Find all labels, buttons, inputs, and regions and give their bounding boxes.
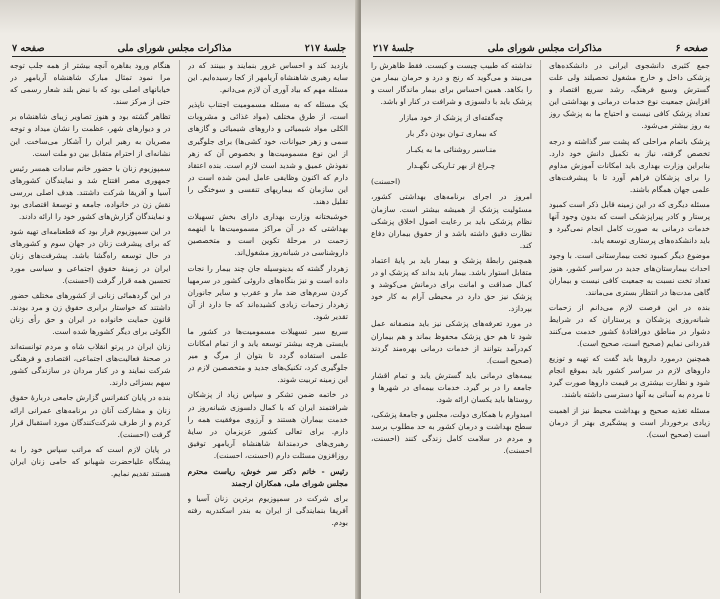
paragraph: سمپوزیوم زنان با حضور خانم سادات همسر رئیس جمهوری مصر افتتاح شد و نمایندگان کشورهای آسیا و آفریقا شرکت داشتند. هدف اصلی بررسی نقش زن در خانواده، جامعه و توسعهٔ اقتصادی بود و نمایندگان گزارش‌های کشور خود را ارائه دادند. [10,163,171,222]
right-page [361,0,720,599]
paragraph: بازدید کند و احساس غرور بنمایند و ببینند که در سایه رهبری شاهنشاه آریامهر از کجا رسیده‌ایم. این مسئله مهم که بیاد آوری آن لازم می‌دانم. [187,61,348,95]
left-page-columns [10,60,348,593]
right-page-session: جلسهٔ ۲۱۷ [373,43,415,54]
paragraph: موضوع دیگر کمبود تخت بیمارستانی است. با وجود احداث بیمارستان‌های جدید در سراسر کشور، هنوز تعداد تخت نسبت به جمعیت کافی نیست و بیماران گاهی مدت‌ها در انتظار بستری می‌مانند. [549,251,710,297]
paragraph: زنان ایران در پرتو انقلاب شاه و مردم توانسته‌اند در صحنهٔ فعالیت‌های اجتماعی، اقتصادی و فرهنگی شرکت نمایند و در کنار مردان در سازندگی کشور سهم بسزائی دارند. [10,342,171,388]
verse-line: که بیماری تـوان بودن دگر بار [406,129,497,139]
paragraph: زهردار گشته که بدینوسیله جان چند بیمار را نجات داده است و نیز بنگاه‌های داروئی کشور در سرمهیا کردن سرم‌های ضد مار و عقرب و سایر جانوران زهردار زحمات زیادی کشیده‌اند که جا دارد از آن تقدیر شود. [187,263,348,321]
column-divider [179,60,180,593]
verse-line: چه‌گفته‌ای از پزشک از خود میازار [399,113,504,123]
paragraph: یک مسئله که به مسئله مسمومیت اجتناب ناپذیر است، از طرق مختلف (مواد غذائی و مشروبات الکلی مواد شیمیائی و داروهای شیمیائی و گازهای سمی و زهر حیوانات، خود کشی‌ها) برای جلوگیری از این نوع مسمومیت‌ها و بخصوص آن که زهر نفوذش عمیق و شدید است لازم است. بنده اعتقاد دارم که اکنون وظایفی عامل ایمن شده است در این سازمان که بیماریهای تنفسی و سوختگی را تقلیل دهند. [187,100,348,207]
paragraph: امیدوارم با همکاری دولت، مجلس و جامعهٔ پزشکی، سطح بهداشت و درمان کشور به حد مطلوب برسد و مردم در سلامت کامل زندگی کنند (احسنت، احسنت). [371,410,532,456]
paragraph: مسئله دیگری که در این زمینه قابل ذکر است کمبود پرستار و کادر پیراپزشکی است که بدون وجود آنها خدمات درمانی به صورت کامل انجام نمی‌گیرد و باید دانشکده‌های پرستاری توسعه یابد. [549,200,710,246]
right-page-title: مذاکرات مجلس شورای ملی [487,43,602,54]
paragraph: پزشک باتمام مراحلی که پشت سر گذاشته و درجه تخصص گرفته، نیاز به تکمیل دانش خود دارد. بنابراین وزارت بهداری باید امکانات آموزش مداوم را برای پزشکان فراهم آورد تا با پیشرفت‌های علمی جهان همگام باشند. [549,136,710,194]
column-divider [540,60,541,593]
left-page-header [12,40,346,57]
paragraph: بنده در این فرصت لازم می‌دانم از زحمات شبانه‌روزی پزشکان و پرستاران که در شرایط دشوار در مناطق دورافتادهٔ کشور خدمت می‌کنند قدردانی نمایم (صحیح است، صحیح است). [549,302,710,349]
right-page-header [373,40,708,57]
paragraph: در این گردهمائی زنانی از کشورهای مختلف حضور داشتند که خواستار برابری حقوق زن و مرد بودند. قانون حمایت خانواده در ایران و حق رأی زنان الگوئی برای دیگر کشورها شده است. [10,290,171,336]
left-page-number: صفحه ۷ [12,43,45,54]
right-page-number: صفحه ۶ [675,43,708,54]
paragraph: در خاتمه ضمن تشکر و سپاس زیاد از پزشکان شرافتمند ایران که با کمال دلسوزی شبانه‌روز در خدمت بیماران هستند و آرزوی موفقیت همه را دارم. برای تعالی کشور عزیزمان در سایهٔ رهبری‌های خردمندانهٔ شاهنشاه آریامهر توفیق روزافزون مسئلت دارم (احسنت، احسنت). [187,390,348,460]
speaker-line: رئیس - خانم دکتر سر خوش، ریاست محترم مجلس شورای ملی، همکاران ارجمند [187,467,348,489]
paragraph: سریع سیر تسهیلات مسمومیت‌ها در کشور ما بایستی هرچه بیشتر توسعه یابد و از تمام امکانات علمی استفاده گردد تا بتوان از مرگ و میر جلوگیری کرد، تکنیک‌های جدید و متخصصین لازم در این زمینه تربیت شوند. [187,326,348,385]
right-page-right-column [549,60,710,593]
paragraph: تظاهر گشته بود و هنوز تصاویر زیبای شاهنشاه بر در و دیوارهای شهر، عظمت را نشان میداد و توجه مصریان به رهبر ایران را آشکار می‌ساخت. این نشانه‌ای از احترام متقابل بین دو ملت است. [10,112,171,158]
paragraph: همچنین رابطهٔ پزشک و بیمار باید بر پایهٔ اعتماد متقابل استوار باشد. بیمار باید بداند که پزشک او در کمال صداقت و امانت برای درمانش می‌کوشد و پزشک نیز حق دارد در محیطی آرام به کار خود بپردازد. [371,255,532,314]
paragraph: مسئله تغذیه صحیح و بهداشت محیط نیز از اهمیت زیادی برخوردار است و پیشگیری بهتر از درمان است (صحیح است). [549,405,710,439]
right-page-left-column [371,60,532,593]
verse-line: منـاسبر روشنائی ما به یکبـار [406,145,497,155]
scan-edge [361,0,720,34]
paragraph: هنگام ورود بقاهره آنچه بیشتر از همه جلب توجه مرا نمود تمثال مبارک شاهنشاه آریامهر در خیابانهای اصلی بود که با نبض بلند شعار رسمی که حتی از مرکز سند. [10,61,171,107]
paragraph: در این سمپوزیوم قرار بود که قطعنامه‌ای تهیه شود که برای پیشرفت زنان در جهان سوم و کشورهای در حال توسعه راه‌گشا باشد. پیشرفت‌های زنان ایران در زمینهٔ حقوق اجتماعی و سیاسی مورد تحسین همه قرار گرفت (احسنت). [10,227,171,285]
left-page-session: جلسهٔ ۲۱۷ [304,43,346,54]
paragraph: در مورد تعرفه‌های پزشکی نیز باید منصفانه عمل شود تا هم حق پزشک محفوظ بماند و هم بیماران کم‌درآمد بتوانند از خدمات درمانی بهره‌مند گردند (صحیح است). [371,319,532,365]
paragraph: خوشبختانه وزارت بهداری دارای بخش تسهیلات بهداشتی که در آن مراکز مسمومیت‌ها با اینهمه زحمت در مرحلهٔ تکوین است و متخصصین داروشناسی در شبانه‌روز مشغول‌اند. [187,212,348,258]
left-page-left-column [10,60,171,593]
left-page-right-column [188,60,349,593]
paragraph: بنده در پایان کنفرانس گزارش جامعی دربارهٔ حقوق زنان و مشارکت آنان در برنامه‌های عمرانی ارائه کردم و از طرف شرکت‌کنندگان مورد استقبال قرار گرفت (احسنت). [10,393,171,439]
left-page [0,0,359,599]
paragraph: نداشته که طبیب چیست و کیست. فقط ظاهرش را می‌بیند و می‌گوید که رنج و درد و حرمان بیمار من را بکاهد. همین احساس برای بیمار ماندگار است و پزشک باید با دلسوزی و شرافت در کنار او باشد. [371,61,532,107]
applause-note: (احسنت) [371,177,401,187]
paragraph: بیمه‌های درمانی باید گسترش یابد و تمام اقشار جامعه را در بر گیرد. خدمات بیمه‌ای در شهرها و روستاها باید یکسان ارائه شود. [371,370,532,404]
right-page-columns [371,60,710,593]
paragraph: امروز در اجرای برنامه‌های بهداشتی کشور، مسئولیت پزشک از همیشه بیشتر است. سازمان نظام پزشکی باید بر رعایت اصول اخلاق پزشکی نظارت دقیق داشته باشد و از حقوق بیماران دفاع کند. [371,192,532,250]
left-page-title: مذاکرات مجلس شورای ملی [117,43,232,54]
paragraph: در پایان لازم است که مراتب سپاس خود را به پیشگاه علیاحضرت شهبانو که حامی زنان ایران هستند تقدیم نمایم. [10,444,171,478]
scan-edge [0,0,358,34]
paragraph: همچنین درمورد داروها باید گفت که تهیه و توزیع داروهای لازم در سراسر کشور باید بموقع انجام شود و نظارت بیشتری بر قیمت داروها صورت گیرد تا مردم به آسانی به آنها دسترسی داشته باشند. [549,354,710,400]
paragraph: برای شرکت در سمپوزیوم برترین زنان آسیا و آفریقا بنمایندگی از ایران به بندر اسکندریه رفته بودم. [187,494,348,528]
verse-line: چـراغ از بهر تـاریکی نگهـدار [407,161,496,171]
paragraph: جمع کثیری دانشجوی ایرانی در دانشکده‌های پزشکی داخل و خارج مشغول تحصیلند ولی علت گسترش وسیع فرهنگ، رشد سریع اقتصاد و افزایش جمعیت نوع خدمات درمانی و بهداشتی این تعداد پزشک کافی نیست و احتیاج ما به پزشک روز به روز بیشتر می‌شود. [549,61,710,131]
